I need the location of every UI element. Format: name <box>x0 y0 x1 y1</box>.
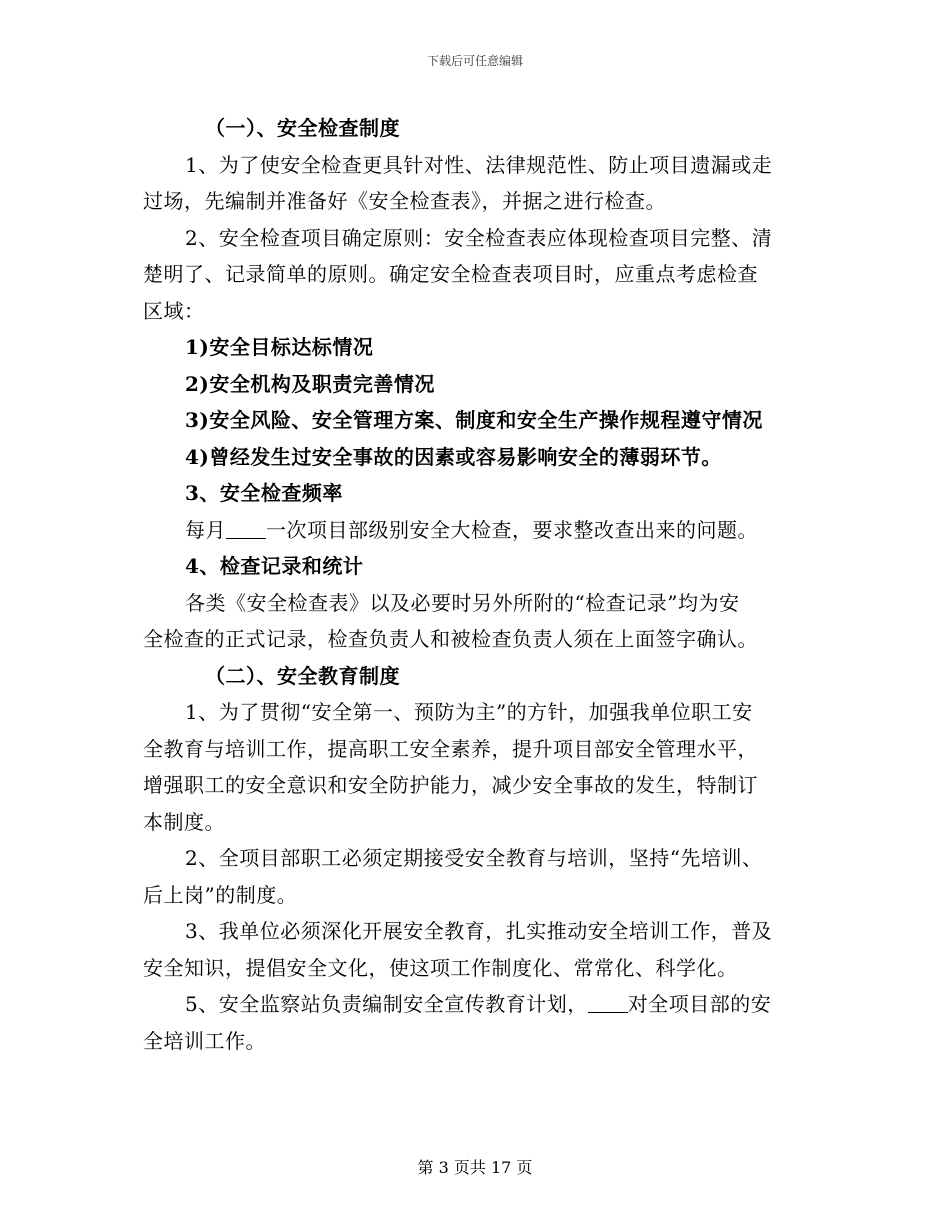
s2-paragraph-2-line-2: 后上岗”的制度。 <box>143 882 298 907</box>
section-2-title: （二）、安全教育制度 <box>205 663 400 688</box>
fill-blank <box>226 518 266 539</box>
list-item: 4)曾经发生过安全事故的因素或容易影响安全的薄弱环节。 <box>185 444 722 469</box>
list-item: 2)安全机构及职责完善情况 <box>185 371 435 396</box>
s2-paragraph-3-line-2: 安全知识，提倡安全文化，使这项工作制度化、常常化、科学化。 <box>143 955 738 980</box>
record-line-2: 全检查的正式记录，检查负责人和被检查负责人须在上面签字确认。 <box>143 627 758 651</box>
frequency-prefix: 每月 <box>185 517 226 542</box>
page-footer: 第 3 页共 17 页 <box>417 1158 533 1177</box>
list-item: 1)安全目标达标情况 <box>185 335 374 359</box>
frequency-suffix: 一次项目部级别安全大检查，要求整改查出来的问题。 <box>266 517 758 542</box>
s2-paragraph-1-line-1: 1、为了贯彻“安全第一、预防为主”的方针，加强我单位职工安 <box>185 700 753 724</box>
s2-paragraph-5-line-2: 全培训工作。 <box>143 1028 266 1053</box>
paragraph-1-line-2: 过场，先编制并准备好《安全检查表》，并据之进行检查。 <box>143 189 666 213</box>
paragraph-2-line-1: 2、安全检查项目确定原则：安全检查表应体现检查项目完整、清 <box>185 225 773 250</box>
s2-paragraph-3-line-1: 3、我单位必须深化开展安全教育，扎实推动安全培训工作，普及 <box>185 919 773 943</box>
s2-paragraph-1-line-3: 增强职工的安全意识和安全防护能力，减少安全事故的发生，特制订 <box>143 773 758 797</box>
s2-paragraph-1-line-2: 全教育与培训工作，提高职工安全素养，提升项目部安全管理水平， <box>143 736 758 761</box>
s2-paragraph-5-prefix: 5、安全监察站负责编制安全宣传教育计划， <box>185 992 588 1016</box>
paragraph-1-line-1: 1、为了使安全检查更具针对性、法律规范性、防止项目遗漏或走 <box>185 152 773 177</box>
frequency-title: 3、安全检查频率 <box>185 481 343 505</box>
s2-paragraph-5-suffix: 对全项目部的安 <box>627 992 772 1016</box>
paragraph-2-line-2: 楚明了、记录简单的原则。确定安全检查表项目时，应重点考虑检查 <box>143 262 758 286</box>
section-1-title: （一）、安全检查制度 <box>205 116 400 140</box>
s2-paragraph-5-line-1 <box>143 986 805 1023</box>
page-header: 下载后可任意编辑 <box>426 54 523 68</box>
paragraph-2-line-3: 区域： <box>143 298 205 323</box>
frequency-text <box>143 512 805 549</box>
document-body <box>143 110 805 1059</box>
fill-blank <box>588 992 628 1013</box>
list-item: 3)安全风险、安全管理方案、制度和安全生产操作规程遵守情况 <box>185 408 763 432</box>
s2-paragraph-1-line-4: 本制度。 <box>143 809 225 834</box>
s2-paragraph-2-line-1: 2、全项目部职工必须定期接受安全教育与培训，坚持“先培训、 <box>185 846 763 870</box>
record-line-1: 各类《安全检查表》以及必要时另外所附的“检查记录”均为安 <box>185 590 740 615</box>
record-title: 4、检查记录和统计 <box>185 554 364 578</box>
